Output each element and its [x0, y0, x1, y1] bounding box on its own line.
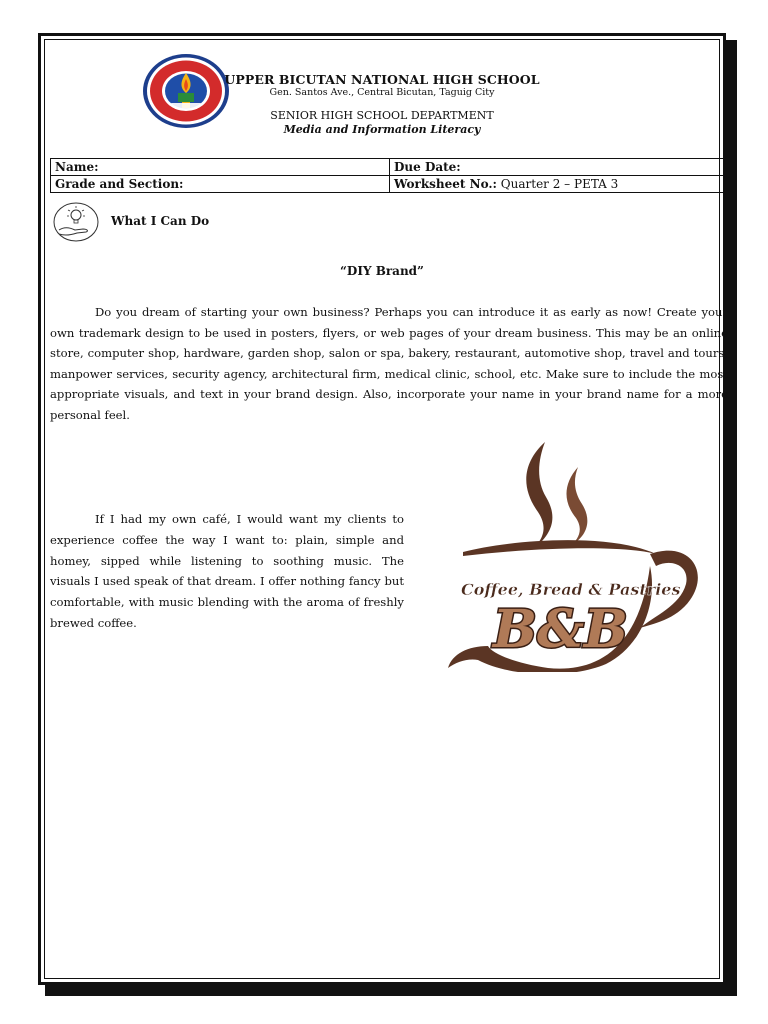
- worksheet-value: Quarter 2 – PETA 3: [496, 177, 619, 191]
- brand-tagline: Coffee, Bread & Pastries: [461, 580, 681, 599]
- school-name: UPPER BICUTAN NATIONAL HIGH SCHOOL: [224, 72, 540, 87]
- section-title: What I Can Do: [111, 214, 210, 228]
- answer-paragraph: If I had my own café, I would want my clients to experience coffee the way I want to: plain, simple and homey, sipped while listening to soothing music. The visuals I used speak of that dream. I offer nothing fancy but comfortable, with music blending with the aroma of freshly brewed coffee.: [50, 512, 404, 630]
- worksheet-page: [38, 33, 726, 985]
- brand-logo: [428, 432, 708, 672]
- department-name: SENIOR HIGH SCHOOL DEPARTMENT: [270, 109, 494, 122]
- student-info-table: [50, 158, 727, 193]
- hand-lightbulb-icon: [53, 202, 99, 242]
- worksheet-cell: [390, 176, 727, 193]
- steam-left-icon: [526, 442, 552, 550]
- grade-section-cell[interactable]: [51, 176, 390, 193]
- steam-right-icon: [566, 467, 587, 546]
- grade-section-label: Grade and Section:: [55, 177, 184, 191]
- name-cell[interactable]: [51, 159, 390, 176]
- activity-title: “DIY Brand”: [340, 264, 424, 278]
- instructions-paragraph: Do you dream of starting your own business? Perhaps you can introduce it as early as now! Create your own trademark design to be used in posters, flyers, or web pages of your dream business. This may be an online store, computer shop, hardware, garden shop, salon or spa, bakery, restaurant, automotive shop, travel and tours, manpower services, security agency, architectural firm, medical clinic, school, etc. Make sure to include the most appropriate visuals, and text in your brand design. Also, incorporate your name in your brand name for a more personal feel.: [50, 305, 728, 422]
- name-label: Name:: [55, 160, 99, 174]
- due-date-label: Due Date:: [394, 160, 461, 174]
- page-border: [44, 39, 728, 979]
- school-address: Gen. Santos Ave., Central Bicutan, Taguig City: [269, 87, 495, 98]
- worksheet-label: Worksheet No.:: [394, 177, 497, 191]
- subject-name: Media and Information Literacy: [283, 123, 481, 136]
- cup-rim-icon: [463, 540, 656, 556]
- due-date-cell[interactable]: [390, 159, 727, 176]
- brand-initials: B&B: [493, 599, 628, 660]
